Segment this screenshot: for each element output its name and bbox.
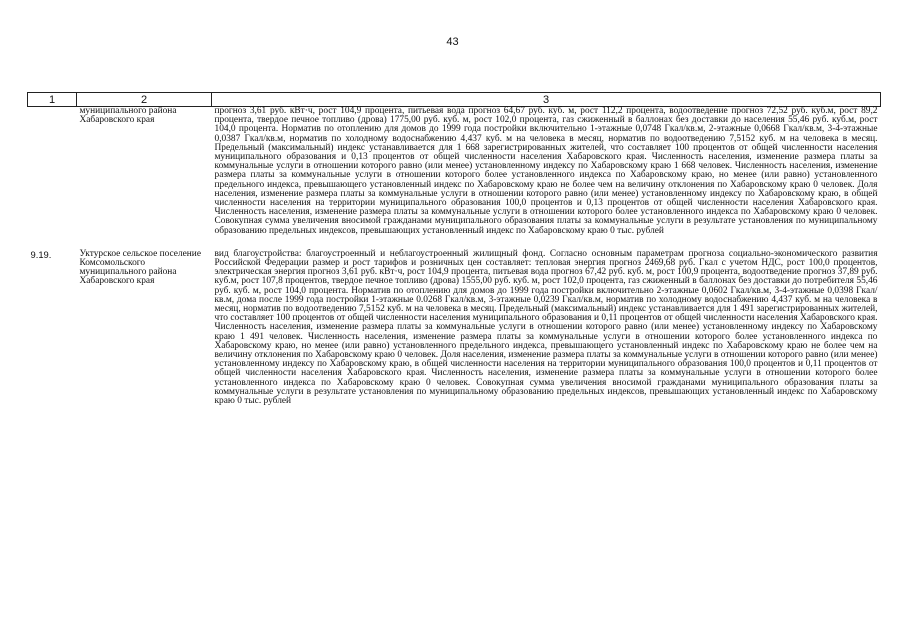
row-description: прогноз 3,61 руб. кВт·ч, рост 104,9 процента, питьевая вода прогноз 64,67 руб. куб. м, рост 112,2 процента, водоотведение прогноз 72,52 руб. куб.м, рост 89,2 процента, твердое печное топливо (дрова) 1775,00 руб. куб. м, рост 102,0 процента, газ сжиженный в баллонах без доставки до населения 55,46 руб. куб.м, рост 104,0 процента. Норматив по отоплению для домов до 1999 года постройки включительно 1-этажные 0,0748 Гкал/кв.м, 2-этажные 0,0668 Гкал/кв.м, 3-4-этажные 0,0387 Гкал/кв.м, норматив по холодному водоснабжению 4,437 куб. м на человека в месяц, норматив по водоотведению 7,5152 куб. м на человека в месяц. Предельный (максимальный) индекс устанавливается для 1 668 зарегистрированных жителей, что составляет 100 процентов от общей численности населения муниципального образования и 0,13 процентов от общей численности населения Хабаровского края. Численность населения, изменение размера платы за коммунальные услуги в отношении которого равно (или менее) установленному индексу по Хабаровскому краю 1 668 человек. Численность населения, изменение размера платы за коммунальные услуги в отношении которого более установленного индекса по Хабаровскому краю, но менее (или равно) установленного предельного индекса, превышающего установленный индекс по Хабаровскому краю не более чем на величину отклонения по Хабаровскому краю 0 человек. Доля населения, изменение размера платы за коммунальные услуги в отношении которого равно (или менее) установленному индексу по Хабаровскому краю, в общей численности населения на территории муниципального образования 100,0 процентов и 0,13 процентов от общей численности населения Хабаровского края. Численность населения, изменение размера платы за коммунальные услуги в отношении которого более установленного индекса по Хабаровскому краю 0 человек. Совокупная сумма увеличения вносимой гражданами муниципального образования платы за коммунальные услуги в результате установления по муниципальному образованию предельных индексов, превышающих установленный индекс по Хабаровскому краю 0 тыс. рублей xyxy=(214,106,878,236)
column-header-name: 2 xyxy=(77,93,212,107)
row-description: вид благоустройства: благоустроенный и неблагоустроенный жилищный фонд. Согласно основным параметрам прогноза социально-экономического развития Российской Федерации размер и рост тарифов и розничных цен составляет: тепловая энергия прогноз 2469,68 руб. Гкал с учетом НДС, рост 100,0 процентов, электрическая энергия прогноз 3,61 руб. кВт·ч, рост 104,9 процента, питьевая вода прогноз 67,42 руб. куб. м, рост 100,9 процента, водоотведение прогноз 37,89 руб. куб.м, рост 107,8 процентов, твердое печное топливо (дрова) 1555,00 руб. куб. м, рост 102,0 процента, газ сжиженный в баллонах без доставки до потребителя 55,46 руб. куб. м, рост 104,0 процента. Норматив по отоплению для домов до 1999 года постройки включительно 2-этажные 0,0602 Гкал/кв.м, 3-4-этажные 0,0398 Гкал/кв.м, дома после 1999 года постройки 1-этажные 0.0268 Гкал/кв.м, 3-этажные 0,0239 Гкал/кв.м, норматив по холодному водоснабжению 4,437 куб. м на человека в месяц, норматив по водоотведению 7,5152 куб. м на человека в месяц. Предельный (максимальный) индекс устанавливается для 1 491 зарегистрированных жителей, что составляет 100 процентов от общей численности населения муниципального образования и 0,11 процентов от общей численности населения Хабаровского края. Численность населения, изменение размера платы за коммунальные услуги в отношении которого равно (или менее) установленному индексу по Хабаровскому краю 1 491 человек. Численность населения, изменение размера платы за коммунальные услуги в отношении которого более установленного индекса по Хабаровскому краю, но менее (или равно) установленного предельного индекса, превышающего установленный индекс по Хабаровскому краю не более чем на величину отклонения по Хабаровскому краю 0 человек. Доля населения, изменение размера платы за коммунальные услуги в отношении которого равно (или менее) установленному индексу по Хабаровскому краю, в общей численности населения на территории муниципального образования 100,0 процентов и 0,11 процентов от общей численности населения Хабаровского края. Численность населения, изменение размера платы за коммунальные услуги в отношении которого более установленного индекса по Хабаровскому краю 0 человек. Совокупная сумма увеличения вносимой гражданами муниципального образования платы за коммунальные услуги в результате установления по муниципальному образованию предельных индексов, превышающих установленный индекс по Хабаровскому краю 0 тыс. рублей xyxy=(214,248,878,407)
municipality-name: Уктурское сельское поселение Комсомольского муниципального района Хабаровского края xyxy=(79,248,201,287)
municipality-name: муниципального района Хабаровского края xyxy=(79,106,177,126)
row-number: 9.19. xyxy=(30,248,52,260)
row-spacer xyxy=(28,236,881,250)
table-header-row xyxy=(28,93,881,107)
column-header-description: 3 xyxy=(212,93,881,107)
tariff-table xyxy=(27,92,881,406)
table-row xyxy=(28,250,881,406)
column-header-number: 1 xyxy=(28,93,77,107)
table-row xyxy=(28,107,881,236)
row-number xyxy=(28,107,77,236)
page-number: 43 xyxy=(446,36,459,48)
